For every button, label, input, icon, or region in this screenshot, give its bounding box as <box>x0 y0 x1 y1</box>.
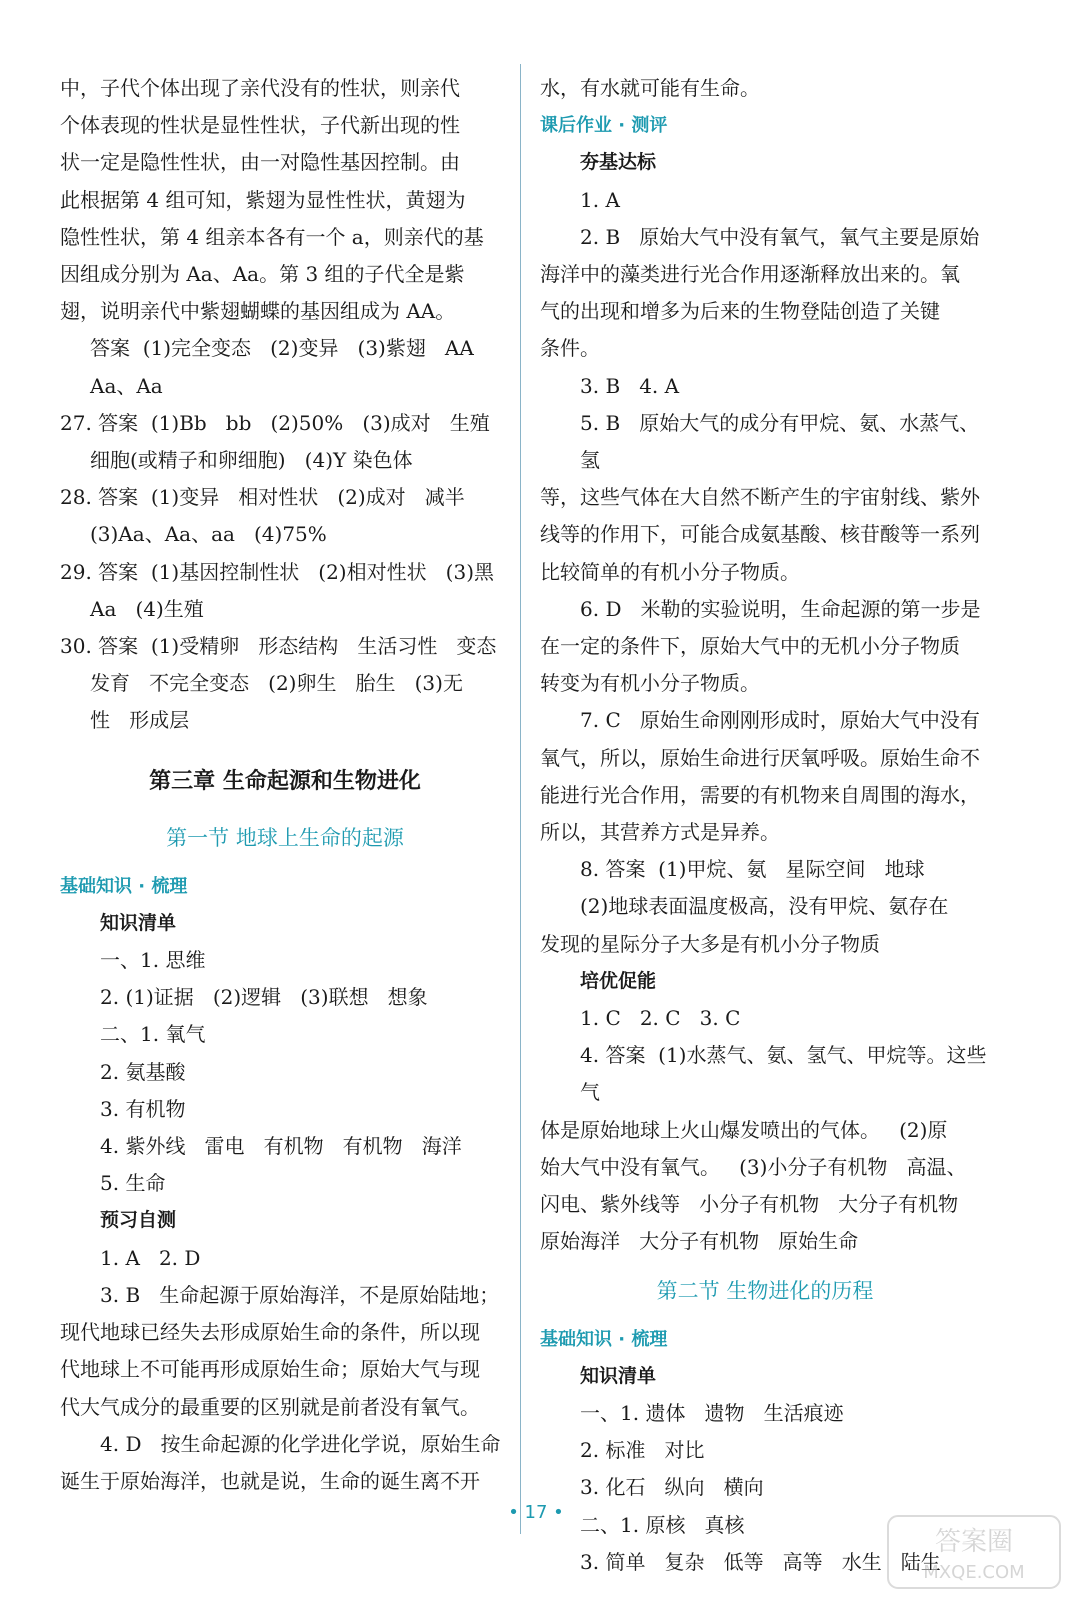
text-line: 氧气，所以，原始生命进行厌氧呼吸。原始生命不 <box>540 745 980 770</box>
text-line: 等，这些气体在大自然不断产生的宇宙射线、紫外 <box>540 485 980 510</box>
list-item: 2. 氨基酸 <box>100 1059 186 1084</box>
list-item: 二、1. 原核 真核 <box>580 1512 745 1537</box>
text-line: 线等的作用下，可能合成氨基酸、核苷酸等一系列 <box>540 522 980 547</box>
list-item: 6. D 米勒的实验说明，生命起源的第一步是 <box>580 596 981 621</box>
list-item: 5. 生命 <box>100 1171 166 1196</box>
answer-30: 30. 答案 (1)受精卵 形态结构 生活习性 变态 <box>60 634 497 659</box>
text-line: 始大气中没有氧气。 (3)小分子有机物 高温、 <box>540 1154 967 1179</box>
column-divider <box>520 64 521 1534</box>
chapter-title: 第三章 生命起源和生物进化 <box>149 768 421 794</box>
text-line: 个体表现的性状是显性性状，子代新出现的性 <box>60 113 460 138</box>
list-item: 2. 标准 对比 <box>580 1438 705 1463</box>
list-item: 7. C 原始生命刚刚形成时，原始大气中没有 <box>580 708 980 733</box>
list-item: 3. B 生命起源于原始海洋，不是原始陆地； <box>100 1282 500 1307</box>
text-line: 闪电、紫外线等 小分子有机物 大分子有机物 <box>540 1192 959 1217</box>
answer-line: 发育 不完全变态 (2)卵生 胎生 (3)无 <box>90 671 463 696</box>
text-line: 所以，其营养方式是异养。 <box>540 820 780 845</box>
watermark-text-cn: 答案圈 <box>934 1527 1014 1557</box>
list-item: 3. B 4. A <box>580 373 680 398</box>
section-title: 第二节 生物进化的历程 <box>656 1278 874 1303</box>
text-line: 诞生于原始海洋，也就是说，生命的诞生离不开 <box>60 1468 480 1493</box>
section-tag: 课后作业 · 测评 <box>540 115 668 137</box>
subheading: 夯基达标 <box>580 151 657 174</box>
text-line: 原始海洋 大分子有机物 原始生命 <box>540 1229 859 1254</box>
text-line: 状一定是隐性性状，由一对隐性基因控制。由 <box>60 150 460 175</box>
list-item: 4. D 按生命起源的化学进化学说，原始生命 <box>100 1431 501 1456</box>
text-line: 因组成分别为 Aa、Aa。第 3 组的子代全是紫 <box>60 262 465 287</box>
answer-line: 性 形成层 <box>90 708 190 733</box>
list-item: 3. 有机物 <box>100 1096 186 1121</box>
list-item: 5. B 原始大气的成分有甲烷、氨、水蒸气、氢 <box>580 410 980 473</box>
answer-line: 细胞(或精子和卵细胞) (4)Y 染色体 <box>90 448 413 473</box>
list-item: 3. 化石 纵向 横向 <box>580 1475 764 1500</box>
text-line: 此根据第 4 组可知，紫翅为显性性状，黄翅为 <box>60 187 466 212</box>
section-tag: 基础知识 · 梳理 <box>60 875 188 897</box>
subheading: 培优促能 <box>580 969 657 992</box>
answer-28: 28. 答案 (1)变异 相对性状 (2)成对 减半 <box>60 485 465 510</box>
text-line: 体是原始地球上火山爆发喷出的气体。 (2)原 <box>540 1117 948 1142</box>
watermark-text-url: MXQE.COM <box>923 1562 1025 1583</box>
list-item: 一、1. 遗体 遗物 生活痕迹 <box>580 1400 844 1425</box>
answer-line: Aa、Aa <box>90 373 163 398</box>
answer-29: 29. 答案 (1)基因控制性状 (2)相对性状 (3)黑 <box>60 559 495 584</box>
answer-line: 答案 (1)完全变态 (2)变异 (3)紫翅 AA <box>90 336 474 361</box>
text-line: 比较简单的有机小分子物质。 <box>540 559 800 584</box>
section-tag: 基础知识 · 梳理 <box>540 1328 668 1350</box>
list-item: 1. C 2. C 3. C <box>580 1006 741 1031</box>
page-number: • 17 • <box>508 1502 564 1523</box>
section-title: 第一节 地球上生命的起源 <box>166 825 404 850</box>
text-line: 代地球上不可能再形成原始生命；原始大气与现 <box>60 1357 480 1382</box>
list-item: 8. 答案 (1)甲烷、氨 星际空间 地球 <box>580 857 925 882</box>
answer-line: (3)Aa、Aa、aa (4)75% <box>90 522 327 547</box>
list-item: 4. 答案 (1)水蒸气、氨、氢气、甲烷等。这些气 <box>580 1043 987 1105</box>
list-item: 1. A <box>580 187 620 212</box>
text-line: 条件。 <box>540 336 600 361</box>
text-line: 发现的星际分子大多是有机小分子物质 <box>540 931 880 956</box>
text-line: 中，子代个体出现了亲代没有的性状，则亲代 <box>60 76 460 100</box>
text-line: 水，有水就可能有生命。 <box>540 76 760 100</box>
text-line: 转变为有机小分子物质。 <box>540 671 760 696</box>
text-line: 在一定的条件下，原始大气中的无机小分子物质 <box>540 634 960 659</box>
text-line: 海洋中的藻类进行光合作用逐渐释放出来的。氧 <box>540 262 960 287</box>
subheading: 预习自测 <box>100 1209 177 1232</box>
text-line: (2)地球表面温度极高，没有甲烷、氨存在 <box>580 894 949 919</box>
text-line: 能进行光合作用，需要的有机物来自周围的海水， <box>540 782 980 807</box>
list-item: 4. 紫外线 雷电 有机物 有机物 海洋 <box>100 1134 462 1159</box>
answer-line: Aa (4)生殖 <box>90 596 204 621</box>
subheading: 知识清单 <box>580 1364 657 1387</box>
text-line: 隐性性状，第 4 组亲本各有一个 a，则亲代的基 <box>60 224 484 249</box>
subheading: 知识清单 <box>100 911 177 934</box>
watermark-logo <box>884 1512 1064 1592</box>
answer-27: 27. 答案 (1)Bb bb (2)50% (3)成对 生殖 <box>60 410 490 435</box>
list-item: 2. B 原始大气中没有氧气，氧气主要是原始 <box>580 224 980 249</box>
text-line: 气的出现和增多为后来的生物登陆创造了关键 <box>540 299 940 324</box>
list-item: 3. 简单 复杂 低等 高等 水生 陆生 <box>580 1549 941 1574</box>
right-column <box>540 70 990 1581</box>
text-line: 代大气成分的最重要的区别就是前者没有氧气。 <box>60 1394 480 1419</box>
text-line: 翅，说明亲代中紫翅蝴蝶的基因组成为 AA。 <box>60 299 456 324</box>
list-item: 二、1. 氧气 <box>100 1022 206 1047</box>
left-column <box>60 70 510 1500</box>
list-item: 1. A 2. D <box>100 1245 201 1270</box>
list-item: 一、1. 思维 <box>100 948 206 973</box>
text-line: 现代地球已经失去形成原始生命的条件，所以现 <box>60 1320 480 1345</box>
list-item: 2. (1)证据 (2)逻辑 (3)联想 想象 <box>100 985 428 1010</box>
